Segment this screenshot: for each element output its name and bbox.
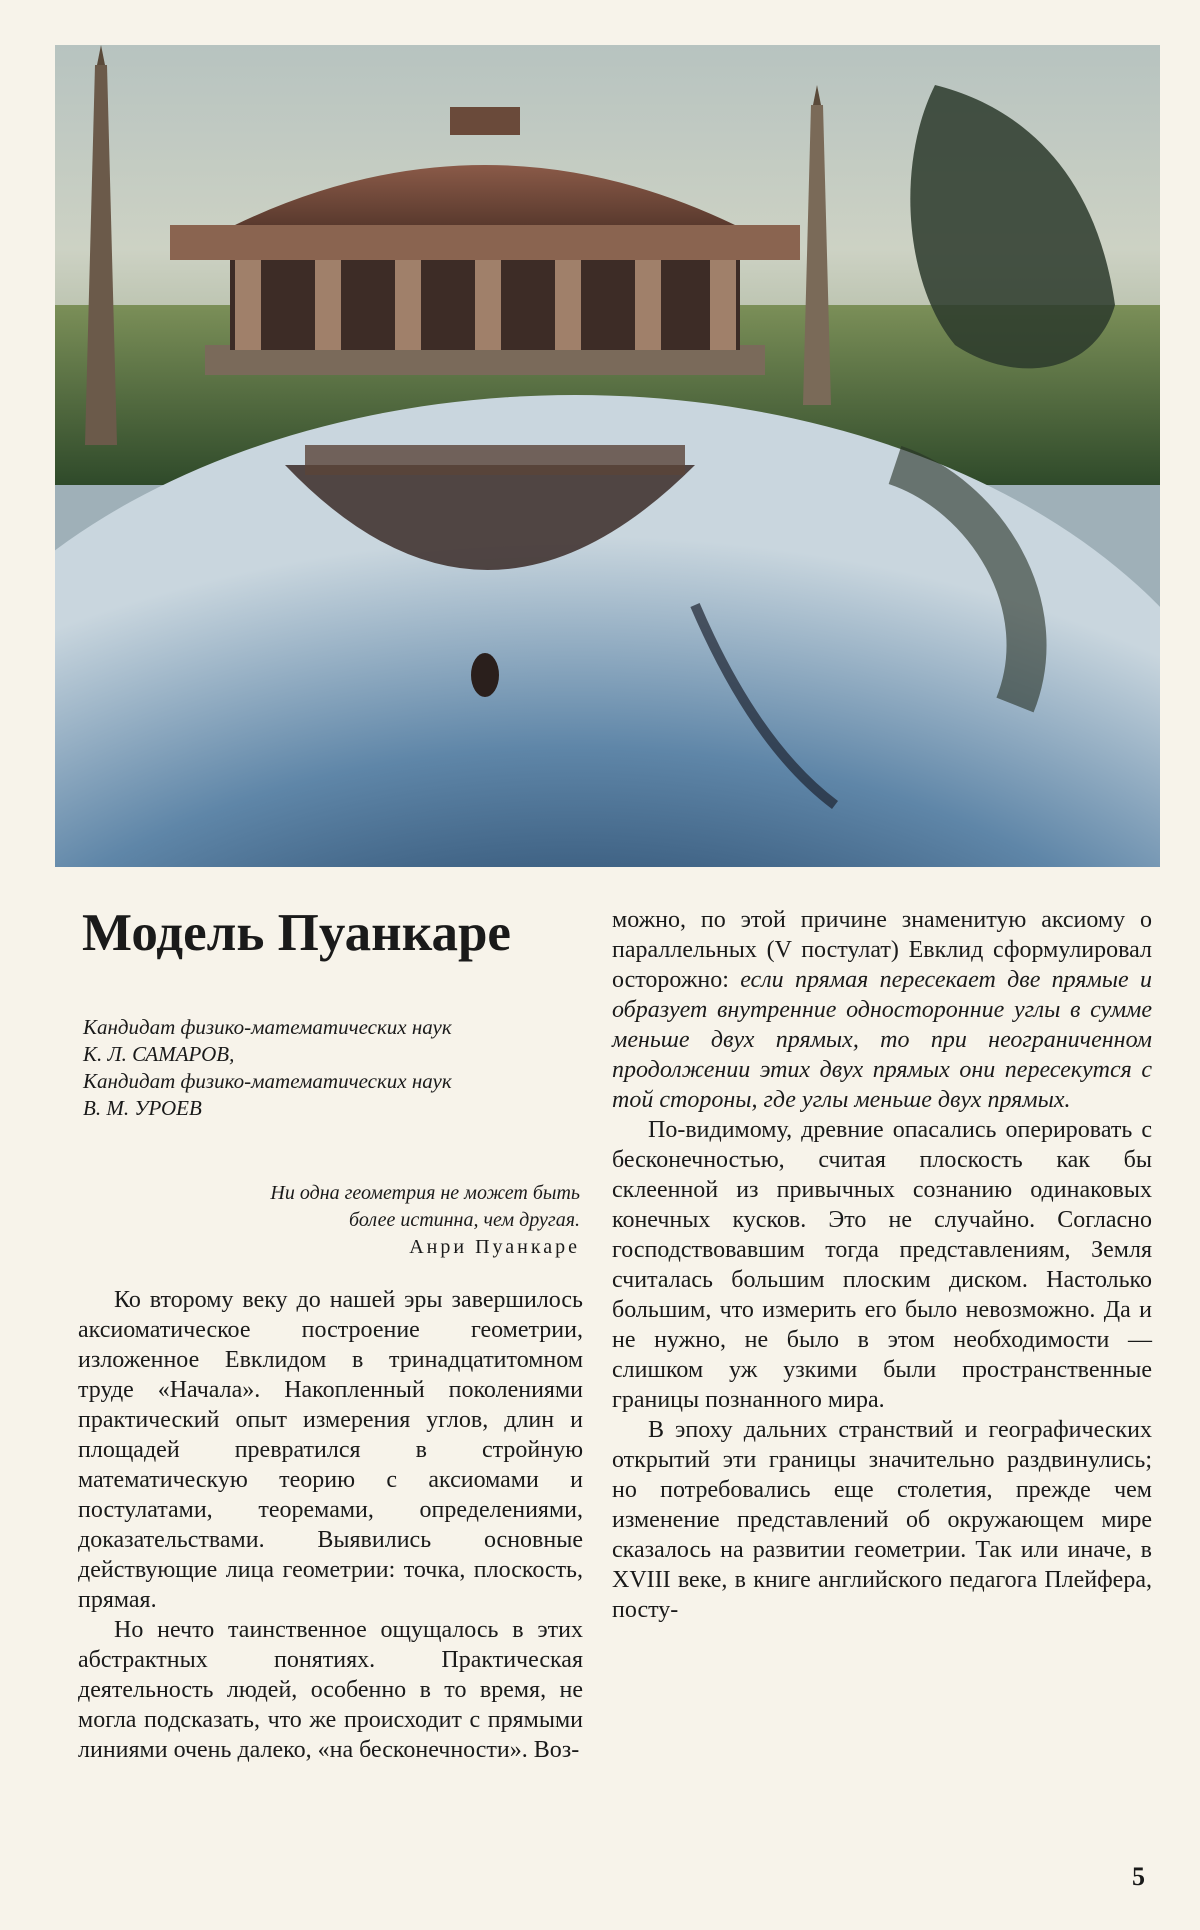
- authors-block: [83, 1014, 603, 1122]
- article-title: Модель Пуанкаре: [82, 904, 511, 962]
- author-2-degree: Кандидат физико-математических наук: [83, 1069, 452, 1093]
- postulate-text: если прямая пересекает две прямые и образует внутренние односторонние углы в сумме меньше двух прямых, то при неограниченном продолжении этих двух прямых они пересекутся с той стороны, где углы меньше двух прямых.: [612, 967, 1153, 1113]
- epigraph-line-1: Ни одна геометрия не может быть: [270, 1182, 580, 1204]
- paragraph: Но нечто таинственное ощущалось в этих абстрактных понятиях. Практическая деятельность людей, особенно в то время, не могла подсказать, что же происходит с прямыми линиями очень далеко, «на бесконечности». Воз-: [78, 1617, 583, 1763]
- left-column: [78, 1285, 583, 1765]
- paragraph-text: можно, по этой причине знаменитую аксиому о параллельных (V постулат) Евклид сформулировал осторожно:: [612, 907, 1152, 993]
- author-1-degree: Кандидат физико-математических наук: [83, 1015, 452, 1039]
- author-2-name: В. М. УРОЕВ: [83, 1096, 202, 1120]
- epigraph-author: Анри Пуанкаре: [409, 1236, 580, 1258]
- page-number: 5: [1132, 1862, 1145, 1891]
- epigraph: [120, 1180, 580, 1261]
- painting-pavilion-reflection-icon: [55, 45, 1160, 867]
- article-illustration: [55, 45, 1160, 867]
- right-column: [612, 905, 1152, 1625]
- author-1-name: К. Л. САМАРОВ,: [83, 1042, 235, 1066]
- paragraph: Ко второму веку до нашей эры завершилось аксиоматическое построение геометрии, изложенное Евклидом в тринадцатитомном труде «Начала». Накопленный поколениями практический опыт измерения углов, длин и площадей превратился в стройную математическую теорию с аксиомами и постулатами, теоремами, определениями, доказательствами. Выявились основные действующие лица геометрии: точка, плоскость, прямая.: [78, 1287, 583, 1613]
- paragraph: В эпоху дальних странствий и географических открытий эти границы значительно раздвинулись; но потребовались еще столетия, прежде чем изменение представлений об окружающем мире сказалось на развитии геометрии. Так или иначе, в XVIII веке, в книге английского педагога Плейфера, посту-: [612, 1417, 1152, 1623]
- paragraph-continued: [612, 905, 1152, 1115]
- paragraph: По-видимому, древние опасались оперировать с бесконечностью, считая плоскость как бы склеенной из привычных сознанию одинаковых конечных кусков. Это не случайно. Согласно господствовавшим тогда представлениям, Земля считалась большим плоским диском. Настолько большим, что измерить его было невозможно. Да и не нужно, не было в этом необходимости — слишком уж узкими были пространственные границы познанного мира.: [612, 1117, 1152, 1413]
- epigraph-line-2: более истинна, чем другая.: [349, 1209, 580, 1231]
